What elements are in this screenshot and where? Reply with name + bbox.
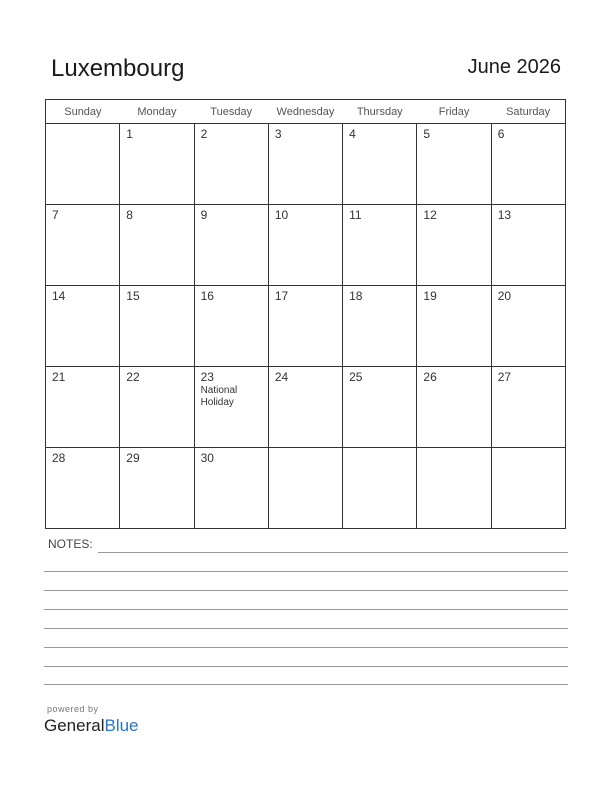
note-line (44, 609, 568, 610)
calendar-day-cell[interactable] (491, 205, 565, 286)
calendar-day-cell[interactable] (343, 205, 417, 286)
weekday-header: Monday (120, 100, 194, 124)
weekday-header: Sunday (46, 100, 120, 124)
calendar-day-cell[interactable] (417, 205, 491, 286)
weekday-header: Wednesday (268, 100, 342, 124)
calendar-day-cell[interactable] (46, 124, 120, 205)
calendar-day-cell[interactable] (268, 124, 342, 205)
weekday-header: Tuesday (194, 100, 268, 124)
note-line (98, 552, 568, 553)
generalblue-logo[interactable] (44, 716, 139, 736)
calendar-grid (45, 99, 566, 529)
holiday-label: National Holiday (200, 385, 238, 408)
calendar-day-cell[interactable] (120, 205, 194, 286)
note-line (44, 666, 568, 667)
note-line (44, 684, 568, 685)
calendar-day-cell[interactable] (417, 124, 491, 205)
day-number: 5 (423, 127, 431, 141)
calendar-day-cell[interactable] (491, 448, 565, 529)
calendar-day-cell[interactable] (343, 448, 417, 529)
weekday-header: Friday (417, 100, 491, 124)
calendar-day-cell[interactable] (120, 448, 194, 529)
calendar-day-cell[interactable] (194, 448, 268, 529)
calendar-week-row (46, 124, 566, 205)
day-number: 7 (52, 208, 59, 222)
calendar-day-cell[interactable] (46, 205, 120, 286)
day-number: 3 (274, 127, 282, 141)
day-number: 6 (497, 127, 505, 141)
day-number: 18 (349, 289, 363, 303)
calendar-week-row (46, 205, 566, 286)
note-line (44, 647, 568, 648)
day-number: 26 (423, 370, 437, 384)
calendar-week-row (46, 448, 566, 529)
day-number: 29 (126, 451, 140, 465)
day-number: 12 (423, 208, 437, 222)
day-number: 17 (274, 289, 289, 303)
calendar-day-cell[interactable] (268, 367, 342, 448)
day-number: 14 (52, 289, 66, 303)
day-number: 2 (200, 127, 208, 141)
day-number: 10 (274, 208, 289, 222)
day-number: 20 (497, 289, 512, 303)
day-number: 24 (274, 370, 289, 384)
brand-blue: Blue (104, 716, 139, 735)
day-number: 13 (497, 208, 512, 222)
brand-general: General (44, 716, 105, 735)
calendar-day-cell[interactable] (491, 124, 565, 205)
calendar-country-title: Luxembourg (51, 55, 185, 82)
calendar-day-cell[interactable] (491, 286, 565, 367)
day-number: 15 (126, 289, 140, 303)
calendar-day-cell[interactable] (194, 367, 268, 448)
day-number: 25 (349, 370, 363, 384)
notes-label: NOTES: (48, 537, 93, 551)
weekday-header: Thursday (343, 100, 417, 124)
calendar-day-cell[interactable] (268, 448, 342, 529)
weekday-header-row (46, 100, 566, 124)
calendar-day-cell[interactable] (268, 205, 342, 286)
calendar-day-cell[interactable] (268, 286, 342, 367)
day-number: 27 (497, 370, 512, 384)
day-number: 30 (200, 451, 214, 465)
note-line (44, 571, 568, 572)
powered-by-text: powered by (47, 704, 99, 714)
day-number: 28 (52, 451, 66, 465)
day-number: 21 (52, 370, 66, 384)
calendar-day-cell[interactable] (417, 448, 491, 529)
calendar-day-cell[interactable] (343, 367, 417, 448)
calendar-day-cell[interactable] (194, 124, 268, 205)
day-number: 1 (126, 127, 133, 141)
weekday-header: Saturday (491, 100, 565, 124)
day-number: 22 (126, 370, 140, 384)
calendar-day-cell[interactable] (417, 367, 491, 448)
calendar-week-row (46, 367, 566, 448)
calendar-day-cell[interactable] (491, 367, 565, 448)
calendar-day-cell[interactable] (194, 205, 268, 286)
calendar-day-cell[interactable] (46, 448, 120, 529)
day-number: 23 (200, 370, 214, 384)
note-line (44, 628, 568, 629)
day-number: 19 (423, 289, 437, 303)
day-number: 8 (126, 208, 133, 222)
calendar-day-cell[interactable] (417, 286, 491, 367)
calendar-day-cell[interactable] (46, 367, 120, 448)
calendar-day-cell[interactable] (46, 286, 120, 367)
calendar-day-cell[interactable] (343, 124, 417, 205)
day-number: 11 (349, 208, 362, 222)
day-number: 16 (200, 289, 214, 303)
calendar-day-cell[interactable] (120, 124, 194, 205)
calendar-month-title: June 2026 (467, 56, 561, 78)
note-line (44, 590, 568, 591)
day-number: 4 (349, 127, 356, 141)
calendar-day-cell[interactable] (120, 286, 194, 367)
calendar-week-row (46, 286, 566, 367)
calendar-day-cell[interactable] (343, 286, 417, 367)
calendar-day-cell[interactable] (194, 286, 268, 367)
calendar-day-cell[interactable] (120, 367, 194, 448)
day-number: 9 (200, 208, 208, 222)
